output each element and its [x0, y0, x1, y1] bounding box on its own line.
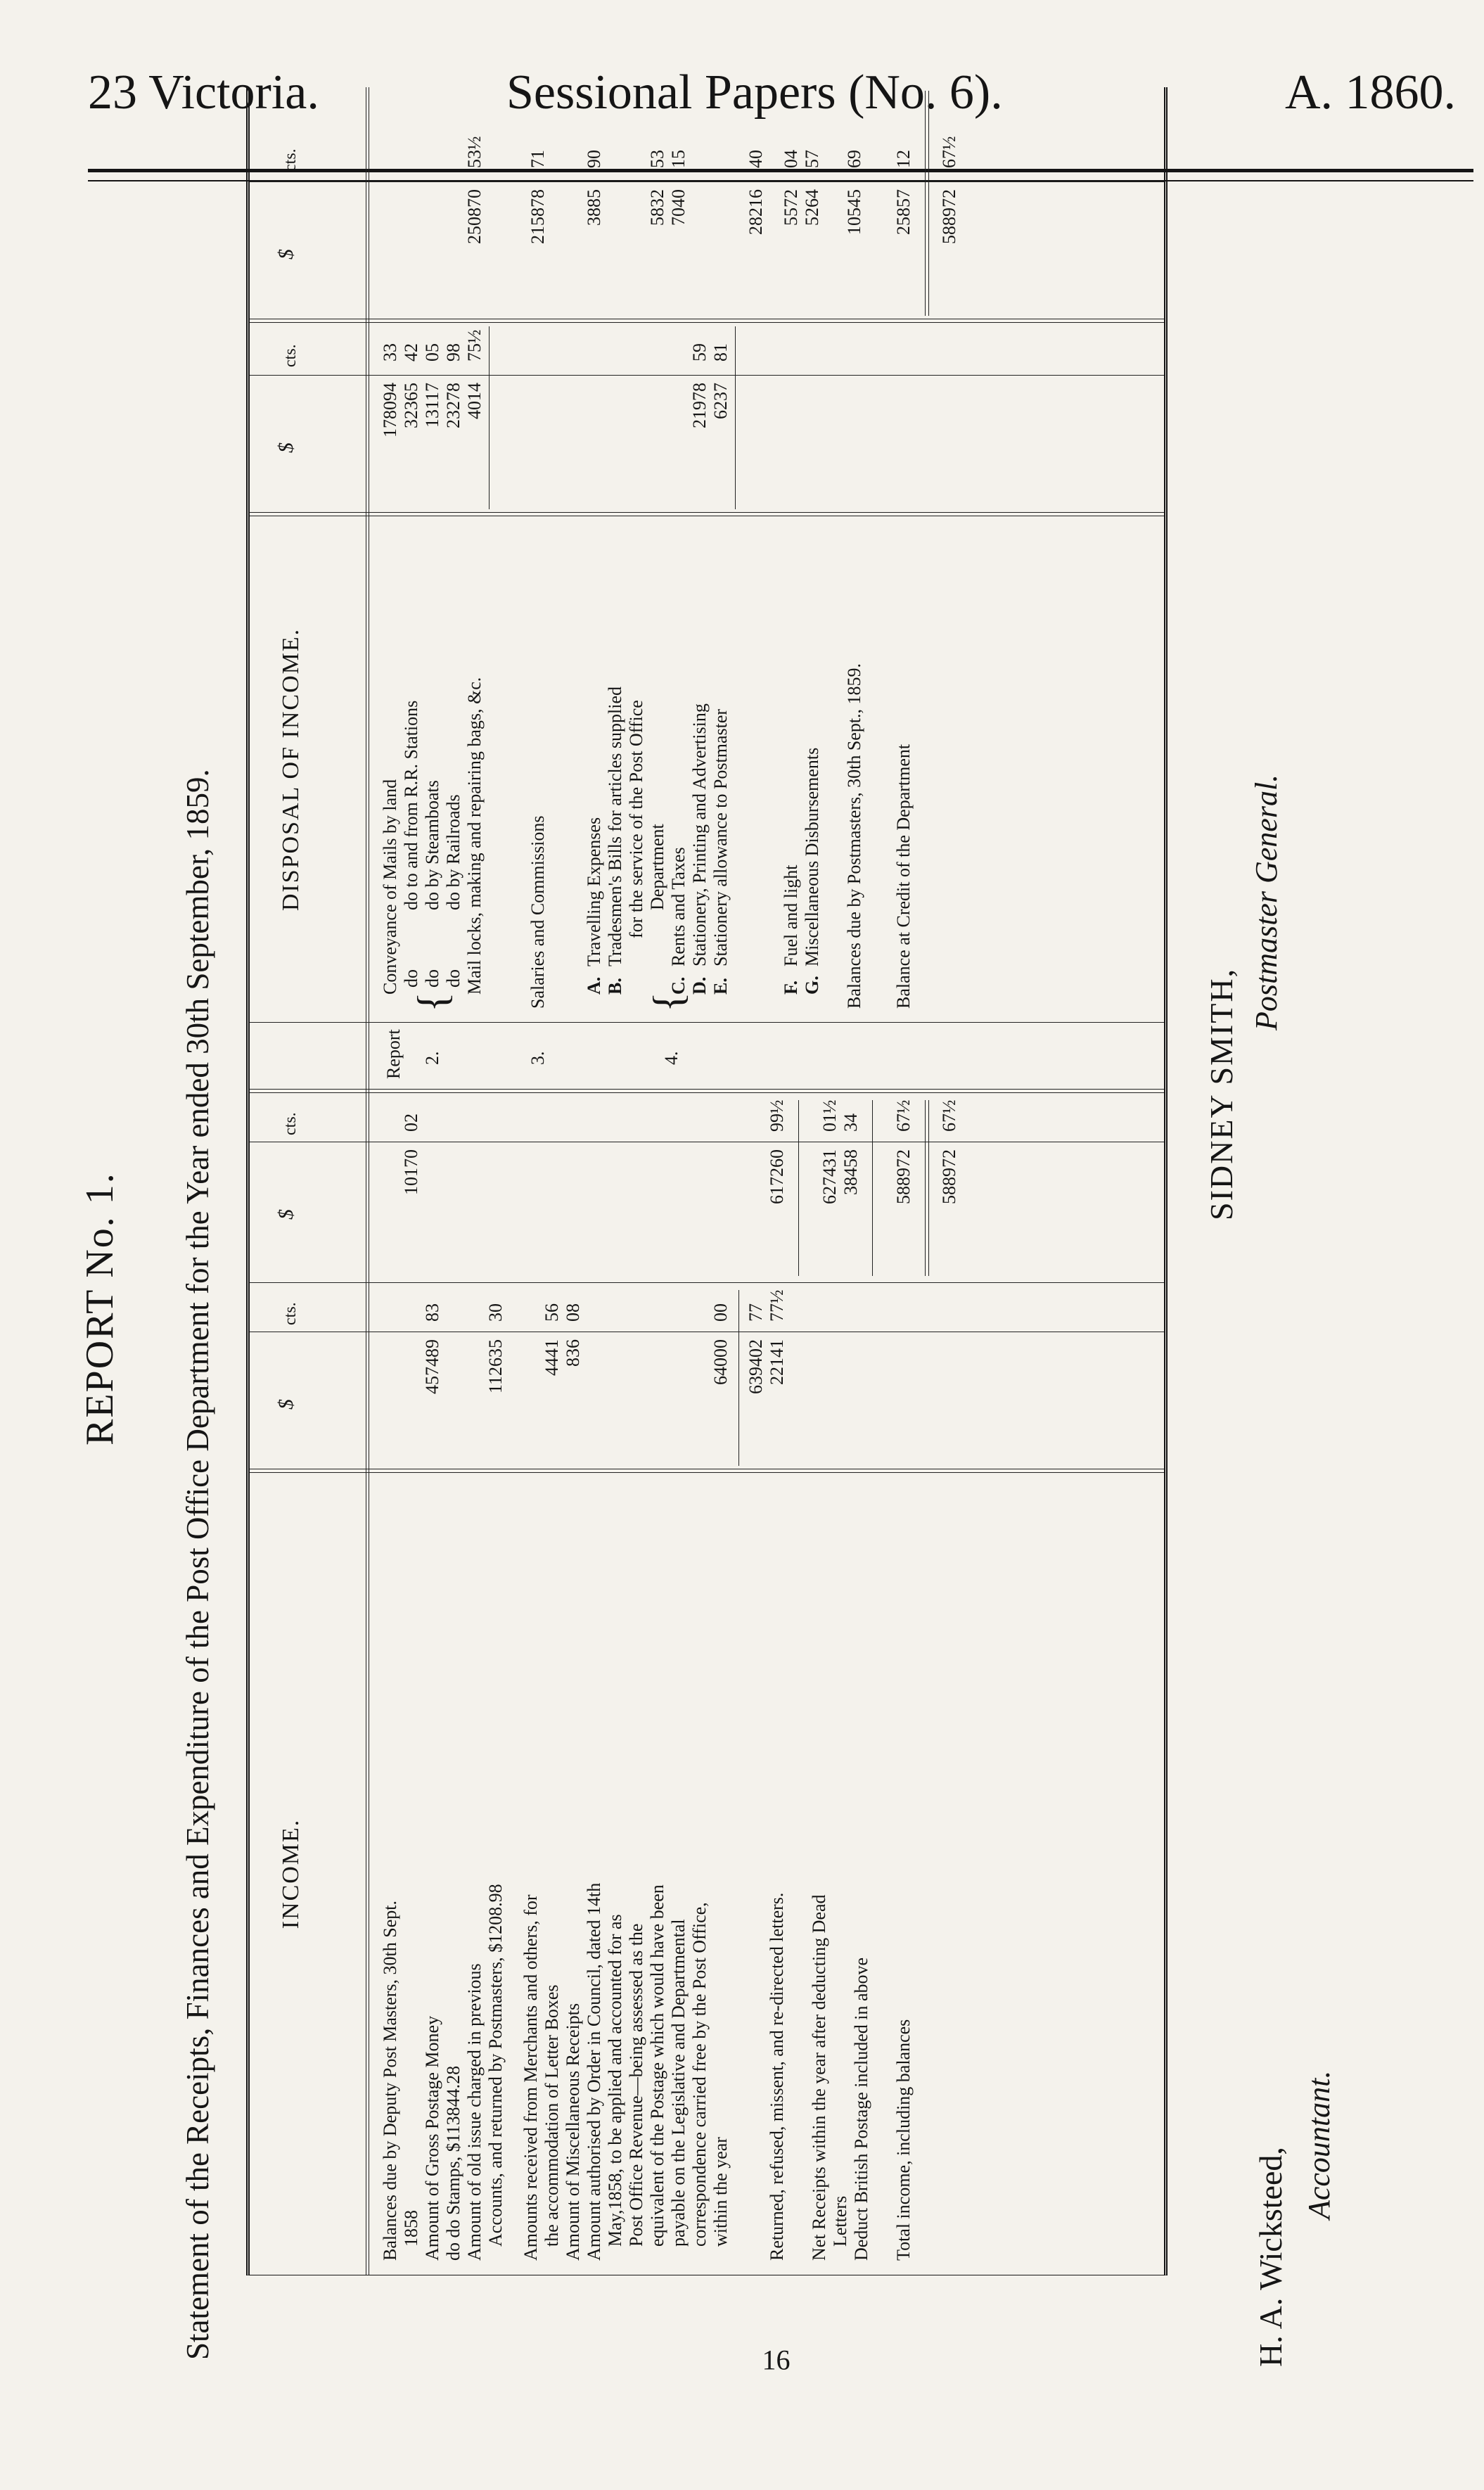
accountant-signature: H. A. Wicksteed, — [1253, 2147, 1288, 2367]
income-grand-dollars: 588972 — [939, 1149, 959, 1204]
income-order-council-dollars: 64000 — [710, 1339, 731, 1385]
income-order-council-line2: May,1858, to be applied and accounted for as — [605, 1914, 625, 2247]
income-old-issue-line1: Amount of old issue charged in previous — [464, 1963, 485, 2261]
income-order-council-line1: Amount authorised by Order in Council, dated 14th — [584, 1882, 604, 2261]
disposal-item-a-label: A. — [584, 976, 604, 995]
disposal-mail-locks-cts: 75½ — [464, 329, 485, 362]
income-balances-due-cts: 02 — [401, 1113, 421, 1132]
income-dollar-symbol-2: $ — [274, 1209, 298, 1220]
disposal-total-dollars: 588972 — [939, 189, 959, 244]
income-balances-due-line1: Balances due by Deputy Post Masters, 30th Sept. — [380, 1901, 400, 2261]
income-dollar-symbol-1: $ — [274, 1399, 298, 1410]
disposal-tradesmen-dollars: 5832 — [647, 189, 667, 226]
disposal-conveyance-rr-dollars: 32365 — [401, 383, 421, 428]
income-returned-total-cts: 99½ — [767, 1099, 787, 1132]
income-text-divider — [250, 1469, 1164, 1473]
disposal-stationery-printing-cts: 59 — [689, 343, 710, 362]
disposal-item-4-brace: { — [645, 992, 691, 1012]
disposal-item-g-label: G. — [802, 976, 822, 995]
disposal-total-rule — [925, 91, 929, 316]
disposal-item-c-label: C. — [668, 976, 689, 995]
income-total-rule — [872, 1100, 873, 1276]
disposal-conveyance-land: Conveyance of Mails by land — [380, 779, 400, 995]
rotated-report — [78, 109, 1336, 2376]
statement-title: Statement of the Receipts, Finances and Expenditure of the Post Office Department for the Year ended 30th September, 1859. — [180, 769, 215, 2360]
income-subtotal-rule — [738, 1290, 739, 1466]
income-net-rule — [798, 1100, 799, 1276]
disposal-tradesmen-cts: 53 — [647, 150, 667, 168]
disposal-conveyance-railroads: do by Railroads — [443, 794, 463, 910]
disposal-item-e-label: E. — [710, 978, 731, 995]
income-grand-rule — [925, 1100, 929, 1276]
disposal-item-4-number: 4. — [661, 1051, 682, 1065]
income-grand-cts: 67½ — [939, 1099, 959, 1132]
postmaster-title: Postmaster General. — [1249, 774, 1284, 1030]
income-returned-letters-cts: 77½ — [767, 1289, 787, 1322]
disposal-conveyance-steamboats: do by Steamboats — [422, 780, 442, 910]
disposal-report-label: Report — [383, 1029, 404, 1079]
income-british-postage-cts: 34 — [840, 1113, 861, 1132]
income-miscellaneous: Amount of Miscellaneous Receipts — [563, 2003, 583, 2261]
disposal-rents-taxes-cts: 15 — [668, 150, 689, 168]
income-net-receipts-dollars: 627431 — [819, 1149, 840, 1204]
income-heading: INCOME. — [278, 1818, 304, 1929]
income-british-postage-dollars: 38458 — [840, 1149, 861, 1195]
income-cts-label-1: cts. — [281, 1302, 300, 1325]
disposal-balance-credit: Balance at Credit of the Department — [893, 743, 914, 1009]
disposal-stationery-allowance: Stationery allowance to Postmaster — [710, 708, 731, 966]
income-miscellaneous-dollars: 836 — [563, 1339, 583, 1367]
income-balances-due-line2: 1858 — [401, 2210, 421, 2247]
disposal-conveyance-rr-do: do — [401, 969, 421, 988]
disposal-miscellaneous-cts: 57 — [802, 150, 822, 168]
income-order-council-line3: Post Office Revenue—being assessed as the — [626, 1923, 646, 2247]
disposal-item-b-label: B. — [605, 978, 625, 995]
income-total-label: Total income, including balances — [893, 2019, 914, 2261]
postmaster-signature: SIDNEY SMITH, — [1203, 967, 1239, 1220]
income-returned-total-dollars: 617260 — [767, 1149, 787, 1204]
disposal-salaries-cts: 71 — [527, 150, 548, 168]
disposal-item-f-label: F. — [781, 981, 801, 995]
disposal-fuel-light-cts: 04 — [781, 150, 801, 168]
disposal-travelling: Travelling Expenses — [584, 817, 604, 966]
disposal-cts-label-2: cts. — [281, 148, 300, 172]
report-num-divider — [250, 1022, 1164, 1023]
income-balances-due-dollars: 10170 — [401, 1149, 421, 1195]
income-merchants-dollars: 4441 — [542, 1339, 562, 1376]
disposal-conveyance-total-dollars: 250870 — [464, 189, 485, 244]
disposal-stationery-printing: Stationery, Printing and Advertising — [689, 703, 710, 966]
disposal-travelling-cts: 90 — [584, 150, 604, 168]
income-gross-postage-dollars: 457489 — [422, 1339, 442, 1394]
income-order-council-line4: equivalent of the Postage which would have been — [647, 1884, 667, 2247]
header-left: 23 Victoria. — [88, 65, 319, 120]
disposal-total-cts: 67½ — [939, 136, 959, 168]
disposal-conveyance-brace: { — [409, 992, 456, 1012]
income-order-council-line7: within the year — [710, 2137, 731, 2247]
disposal-item-d-label: D. — [689, 976, 710, 995]
income-net-receipts-line2: Letters — [830, 2195, 850, 2247]
income-cts1-divider — [250, 1282, 1164, 1283]
disposal-mail-locks: Mail locks, making and repairing bags, &c. — [464, 677, 485, 995]
disposal-conveyance-rr: do to and from R.R. Stations — [401, 700, 421, 910]
disposal-conveyance-railroads-do: do — [443, 969, 463, 988]
disposal-conveyance-steamboats-cts: 05 — [422, 343, 442, 362]
disposal-cts-label-1: cts. — [281, 344, 300, 367]
disposal-rents-taxes-dollars: 7040 — [668, 189, 689, 226]
disposal-conveyance-railroads-cts: 98 — [443, 343, 463, 362]
disposal-dollars1-divider — [250, 375, 1164, 376]
income-order-council-cts: 00 — [710, 1303, 731, 1322]
disposal-travelling-dollars: 3885 — [584, 189, 604, 226]
income-gross-postage: Amount of Gross Postage Money — [422, 2015, 442, 2261]
statement-table — [246, 87, 1168, 2275]
disposal-conveyance-steamboats-dollars: 13117 — [422, 383, 442, 428]
income-returned-letters-dollars: 22141 — [767, 1339, 787, 1385]
disposal-dollar-symbol-1: $ — [274, 442, 298, 453]
accountant-title: Accountant. — [1302, 2070, 1336, 2219]
disposal-conveyance-land-cts: 33 — [380, 343, 400, 362]
disposal-salaries-dollars: 215878 — [527, 189, 548, 244]
disposal-balances-due-cts: 69 — [844, 150, 864, 168]
income-merchants-line2: the accommodation of Letter Boxes — [542, 1984, 562, 2247]
income-old-issue-line2: Accounts, and returned by Postmasters, $1208.98 — [485, 1884, 506, 2247]
disposal-stationery-printing-dollars: 21978 — [689, 383, 710, 428]
page-number: 16 — [762, 2344, 791, 2376]
disposal-tradesmen-line2: for the service of the Post Office — [626, 700, 646, 938]
header-right: A. 1860. — [1284, 65, 1456, 120]
income-stamps-net-dollars: 112635 — [485, 1339, 506, 1394]
disposal-stationery-allowance-cts: 81 — [710, 343, 731, 362]
disposal-heading: DISPOSAL OF INCOME. — [278, 627, 304, 912]
disposal-conveyance-rule — [489, 326, 490, 509]
disposal-item-2-number: 2. — [422, 1051, 442, 1065]
disposal-dollar-symbol-2: $ — [274, 249, 298, 260]
disposal-balances-due-dollars: 10545 — [844, 189, 864, 235]
disposal-conveyance-total-cts: 53½ — [464, 136, 485, 168]
report-title: REPORT No. 1. — [78, 1172, 122, 1445]
disposal-conveyance-rr-cts: 42 — [401, 343, 421, 362]
disposal-conveyance-railroads-dollars: 23278 — [443, 383, 463, 428]
income-merchants-line1: Amounts received from Merchants and others, for — [520, 1894, 541, 2261]
disposal-item-3-number: 3. — [527, 1051, 548, 1065]
disposal-conveyance-steamboats-do: do — [422, 969, 442, 988]
disposal-miscellaneous: Miscellaneous Disbursements — [802, 747, 822, 966]
disposal-tradesmen-line1: Tradesmen's Bills for articles supplied — [605, 686, 625, 966]
income-miscellaneous-cts: 08 — [563, 1303, 583, 1322]
disposal-stationery-total-dollars: 28216 — [746, 189, 766, 235]
disposal-conveyance-land-dollars: 178094 — [380, 383, 400, 438]
income-net-receipts-line1: Net Receipts within the year after deducting Dead — [809, 1894, 829, 2261]
disposal-mail-locks-dollars: 4014 — [464, 383, 485, 419]
income-merchants-cts: 56 — [542, 1303, 562, 1322]
income-total-cts: 67½ — [893, 1099, 914, 1132]
center-divider — [250, 1089, 1164, 1093]
disposal-text-divider — [250, 512, 1164, 516]
disposal-stationery-total-cts: 40 — [746, 150, 766, 168]
income-subtotal-dollars: 639402 — [746, 1339, 766, 1394]
disposal-dollars2-divider — [250, 181, 1164, 182]
income-net-receipts-cts: 01½ — [819, 1099, 840, 1132]
disposal-fuel-light: Fuel and light — [781, 864, 801, 966]
disposal-rents-taxes: Rents and Taxes — [668, 847, 689, 966]
income-total-dollars: 588972 — [893, 1149, 914, 1204]
header-center: Sessional Papers (No. 6). — [506, 65, 1003, 120]
disposal-balances-due: Balances due by Postmasters, 30th Sept., 1859. — [844, 663, 864, 1009]
disposal-stationery-allowance-dollars: 6237 — [710, 383, 731, 419]
disposal-salaries: Salaries and Commissions — [527, 815, 548, 1009]
income-returned-letters: Returned, refused, missent, and re-directed letters. — [767, 1892, 787, 2261]
disposal-balance-credit-dollars: 25857 — [893, 189, 914, 235]
income-stamps-net-cts: 30 — [485, 1303, 506, 1322]
disposal-balance-credit-cts: 12 — [893, 150, 914, 168]
income-gross-postage-cts: 83 — [422, 1303, 442, 1322]
income-order-council-line5: payable on the Legislative and Departmental — [668, 1919, 689, 2247]
income-cts-label-2: cts. — [281, 1112, 300, 1135]
disposal-cts1-divider — [250, 319, 1164, 323]
income-stamps: do do Stamps, $113844.28 — [443, 2065, 463, 2261]
disposal-fuel-light-dollars: 5572 — [781, 189, 801, 226]
disposal-tradesmen-line3: Department — [647, 824, 667, 910]
disposal-miscellaneous-dollars: 5264 — [802, 189, 822, 226]
income-british-postage: Deduct British Postage included in above — [851, 1957, 871, 2261]
income-order-council-line6: correspondence carried free by the Post Office, — [689, 1902, 710, 2247]
column-header-rule — [366, 87, 369, 2275]
disposal-stationery-rule — [735, 326, 736, 509]
income-subtotal-cts: 77 — [746, 1303, 766, 1322]
